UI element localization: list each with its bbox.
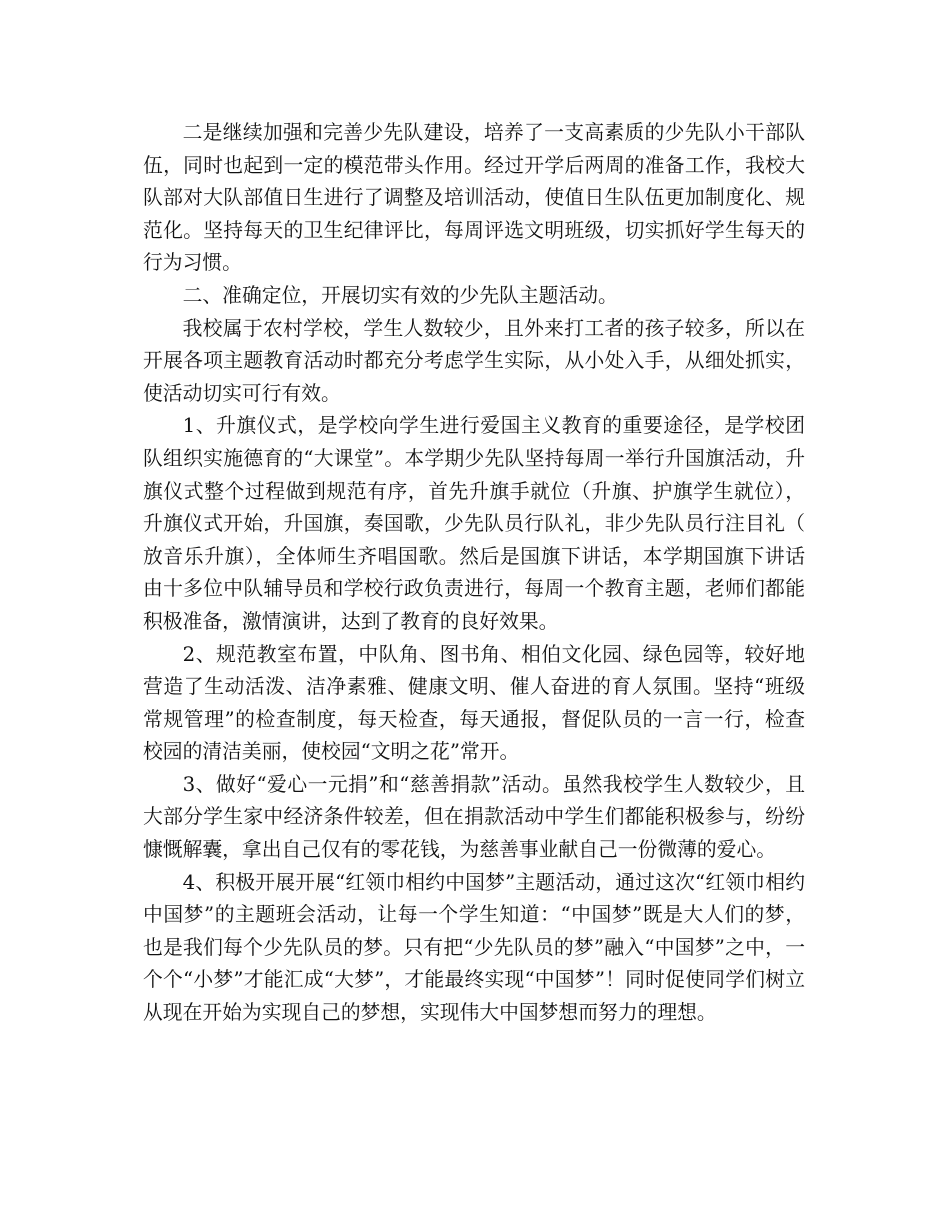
paragraph-classroom-layout: 2、规范教室布置，中队角、图书角、相伯文化园、绿色园等，较好地营造了生动活泼、洁净素雅、健康文明、催人奋进的育人氛围。坚持“班级常规管理”的检查制度，每天检查，每天通报，督促队员的一言一行，检查校园的清洁美丽，使校园“文明之花”常开。 [143,642,805,764]
paragraph-heading-theme-activities: 二、准确定位，开展切实有效的少先队主题活动。 [182,283,618,307]
paragraph-charity-donation: 3、做好“爱心一元捐”和“慈善捐款”活动。虽然我校学生人数较少，且大部分学生家中经济条件较差，但在捐款活动中学生们都能积极参与，纷纷慷慨解囊，拿出自己仅有的零花钱，为慈善事业献自己一份微薄的爱心。 [143,772,805,862]
document-body [143,117,805,1030]
paragraph-rural-school: 我校属于农村学校，学生人数较少，且外来打工者的孩子较多，所以在开展各项主题教育活动时都充分考虑学生实际，从小处入手，从细处抓实，使活动切实可行有效。 [143,316,805,405]
paragraph-team-building: 二是继续加强和完善少先队建设，培养了一支高素质的少先队小干部队伍，同时也起到一定的模范带头作用。经过开学后两周的准备工作，我校大队部对大队部值日生进行了调整及培训活动，使值日生队伍更加制度化、规范化。坚持每天的卫生纪律评比，每周评选文明班级，切实抓好学生每天的行为习惯。 [143,121,805,275]
paragraph-china-dream: 4、积极开展开展“红领巾相约中国梦”主题活动，通过这次“红领巾相约中国梦”的主题班会活动，让每一个学生知道：“中国梦”既是大人们的梦，也是我们每个少先队员的梦。只有把“少先队员的梦”融入“中国梦”之中，一个个“小梦”才能汇成“大梦”，才能最终实现“中国梦”！同时促使同学们树立从现在开始为实现自己的梦想，实现伟大中国梦想而努力的理想。 [143,870,805,1025]
paragraph-flag-ceremony: 1、升旗仪式，是学校向学生进行爱国主义教育的重要途径，是学校团队组织实施德育的“大课堂”。本学期少先队坚持每周一举行升国旗活动，升旗仪式整个过程做到规范有序，首先升旗手就位（升旗、护旗学生就位），升旗仪式开始，升国旗，奏国歌，少先队员行队礼，非少先队员行注目礼（放音乐升旗），全体师生齐唱国歌。然后是国旗下讲话，本学期国旗下讲话由十多位中队辅导员和学校行政负责进行，每周一个教育主题，老师们都能积极准备，激情演讲，达到了教育的良好效果。 [143,414,805,633]
